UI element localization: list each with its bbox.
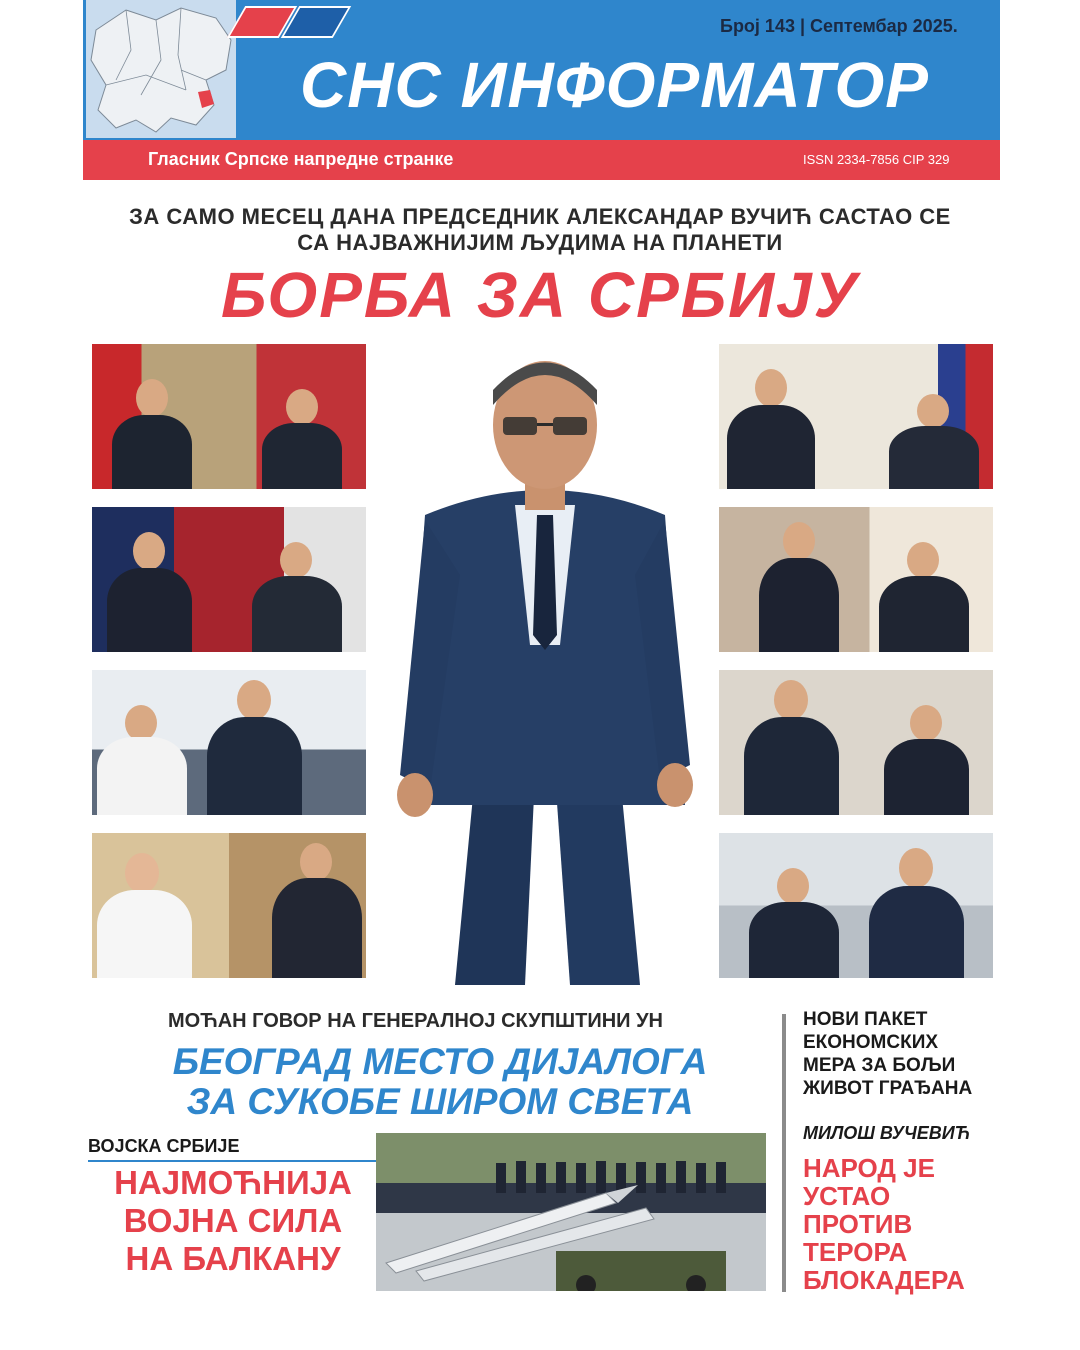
hero-portrait — [385, 345, 705, 985]
opinion-author: МИЛОШ ВУЧЕВИЋ — [803, 1123, 971, 1143]
economy-headline-line2: ЕКОНОМСКИХ — [803, 1032, 939, 1053]
army-headline-line2: ВОЈНА СИЛА — [123, 1202, 343, 1239]
economy-headline-line3: МЕРА ЗА БОЉИ — [803, 1055, 956, 1076]
publication-subtitle: Гласник Српске напредне странке — [148, 149, 454, 169]
army-headline-line3: НА БАЛКАНУ — [125, 1240, 341, 1277]
un-story-kicker: МОЋАН ГОВОР НА ГЕНЕРАЛНОЈ СКУПШТИНИ УН — [168, 1010, 663, 1032]
issn-info: ISSN 2334-7856 CIP 329 — [803, 152, 950, 167]
photo-meeting-6 — [719, 507, 993, 652]
issue-info: Број 143 | Септембар 2025. — [720, 16, 958, 36]
un-story-headline-line1: БЕОГРАД МЕСТО ДИЈАЛОГА — [172, 1041, 708, 1082]
lead-kicker-line2: СА НАЈВАЖНИЈИМ ЉУДИМА НА ПЛАНЕТИ — [297, 230, 783, 255]
photo-meeting-8 — [719, 833, 993, 978]
economy-headline-line4: ЖИВОТ ГРАЂАНА — [803, 1078, 973, 1099]
photo-meeting-4 — [92, 833, 366, 978]
photo-meeting-7 — [719, 670, 993, 815]
army-label-rule — [88, 1160, 376, 1162]
opinion-headline-line1: НАРОД ЈЕ — [803, 1153, 935, 1183]
europe-map-image — [86, 0, 236, 138]
lead-headline: БОРБА ЗА СРБИЈУ — [220, 259, 860, 331]
photo-meeting-2 — [92, 507, 366, 652]
party-logo — [228, 0, 348, 42]
photo-meeting-3 — [92, 670, 366, 815]
army-headline-line1: НАЈМОЋНИЈА — [114, 1164, 352, 1201]
publication-title: СНС ИНФОРМАТОР — [300, 49, 929, 121]
army-section-label: ВОЈСКА СРБИЈЕ — [88, 1136, 240, 1156]
military-parade-photo — [376, 1133, 766, 1291]
column-divider — [782, 1014, 786, 1292]
opinion-headline-line4: ТЕРОРА — [803, 1237, 908, 1267]
opinion-headline-line5: БЛОКАДЕРА — [803, 1265, 965, 1295]
economy-headline-line1: НОВИ ПАКЕТ — [803, 1009, 928, 1030]
opinion-headline-line3: ПРОТИВ — [803, 1209, 913, 1239]
un-story-headline-line2: ЗА СУКОБЕ ШИРОМ СВЕТА — [186, 1081, 694, 1122]
opinion-headline-line2: УСТАО — [803, 1181, 891, 1211]
lead-kicker-line1: ЗА САМО МЕСЕЦ ДАНА ПРЕДСЕДНИК АЛЕКСАНДАР ВУЧИЋ САСТАО СЕ — [129, 204, 951, 229]
photo-meeting-5 — [719, 344, 993, 489]
photo-meeting-1 — [92, 344, 366, 489]
